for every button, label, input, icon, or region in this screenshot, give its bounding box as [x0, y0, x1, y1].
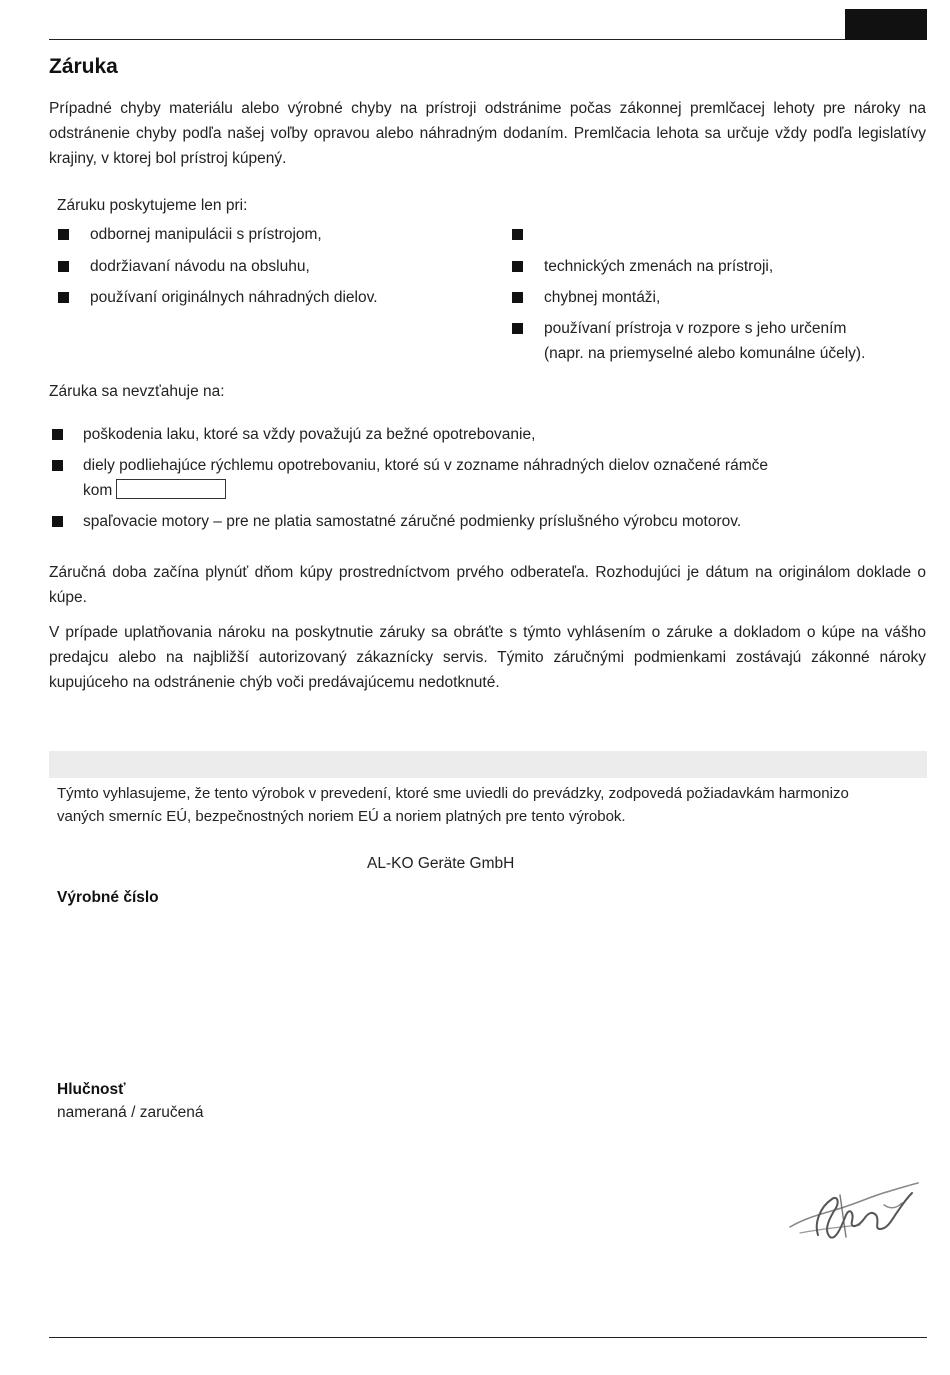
list-item-continuation: (napr. na priemyselné alebo komunálne účely). — [544, 345, 866, 362]
bullet-icon — [52, 429, 63, 440]
bullet-icon — [58, 261, 69, 272]
exclusion-item-continuation-text: kom — [83, 482, 113, 499]
serial-number-label: Výrobné číslo — [57, 889, 159, 906]
page-title: Záruka — [49, 55, 118, 78]
declaration-line-2: vaných smerníc EÚ, bezpečnostných noriem EÚ a noriem platných pre tento výrobok. — [57, 808, 626, 825]
bullet-icon — [512, 229, 523, 240]
bullet-icon — [512, 292, 523, 303]
exclusion-item: poškodenia laku, ktoré sa vždy považujú za bežné opotrebovanie, — [83, 426, 536, 443]
declaration-line-1: Týmto vyhlasujeme, že tento výrobok v prevedení, ktoré sme uviedli do prevádzky, zodpovedá požiadavkám harmonizo — [57, 785, 849, 802]
footer-rule — [49, 1337, 927, 1338]
exclusion-label: Záruka sa nevzťahuje na: — [49, 383, 225, 400]
bullet-icon — [52, 516, 63, 527]
intro-paragraph: Prípadné chyby materiálu alebo výrobné chyby na prístroji odstránime počas zákonnej premlčacej lehoty pre nároky na odstránenie chyby podľa našej voľby opravou alebo náhradným dodaním. Premlčacia lehota sa určuje vždy podľa legislatívy krajiny, v ktorej bol prístroj kúpený. — [49, 100, 926, 167]
bullet-icon — [512, 323, 523, 334]
exclusion-item: diely podliehajúce rýchlemu opotrebovaniu, ktoré sú v zozname náhradných dielov označené rámče — [83, 457, 768, 474]
bullet-icon — [58, 292, 69, 303]
exclusion-item: spaľovacie motory – pre ne platia samostatné záručné podmienky príslušného výrobcu motorov. — [83, 513, 742, 530]
declaration-header-band — [49, 751, 927, 778]
exclusion-item-continuation — [83, 479, 226, 503]
list-item: odbornej manipulácii s prístrojom, — [90, 226, 322, 243]
list-item: používaní originálnych náhradných dielov. — [90, 289, 378, 306]
list-item: dodržiavaní návodu na obsluhu, — [90, 258, 310, 275]
signature-image — [780, 1175, 925, 1250]
list-item: používaní prístroja v rozpore s jeho určením — [544, 320, 847, 337]
noise-label: Hlučnosť — [57, 1081, 126, 1098]
warranty-condition-label: Záruku poskytujeme len pri: — [57, 197, 248, 214]
header-tab — [845, 9, 927, 40]
company-name: AL-KO Geräte GmbH — [367, 855, 515, 872]
bullet-icon — [58, 229, 69, 240]
list-item: technických zmenách na prístroji, — [544, 258, 774, 275]
warranty-claim-paragraph: V prípade uplatňovania nároku na poskytnutie záruky sa obráťte s týmto vyhlásením o záruke a dokladom o kúpe na vášho predajcu alebo na najbližší autorizovaný zákaznícky servis. Týmito záručnými podmienkami zostávajú zákonné nároky kupujúceho na odstránenie chýb voči predávajúcemu nedotknuté. — [49, 624, 926, 691]
bullet-icon — [52, 460, 63, 471]
list-item: chybnej montáži, — [544, 289, 661, 306]
warranty-period-paragraph: Záručná doba začína plynúť dňom kúpy prostredníctvom prvého odberateľa. Rozhodujúci je dátum na originálom doklade o kúpe. — [49, 564, 926, 606]
frame-box — [116, 479, 226, 499]
header-rule — [49, 39, 927, 40]
noise-sublabel: nameraná / zaručená — [57, 1104, 204, 1121]
bullet-icon — [512, 261, 523, 272]
